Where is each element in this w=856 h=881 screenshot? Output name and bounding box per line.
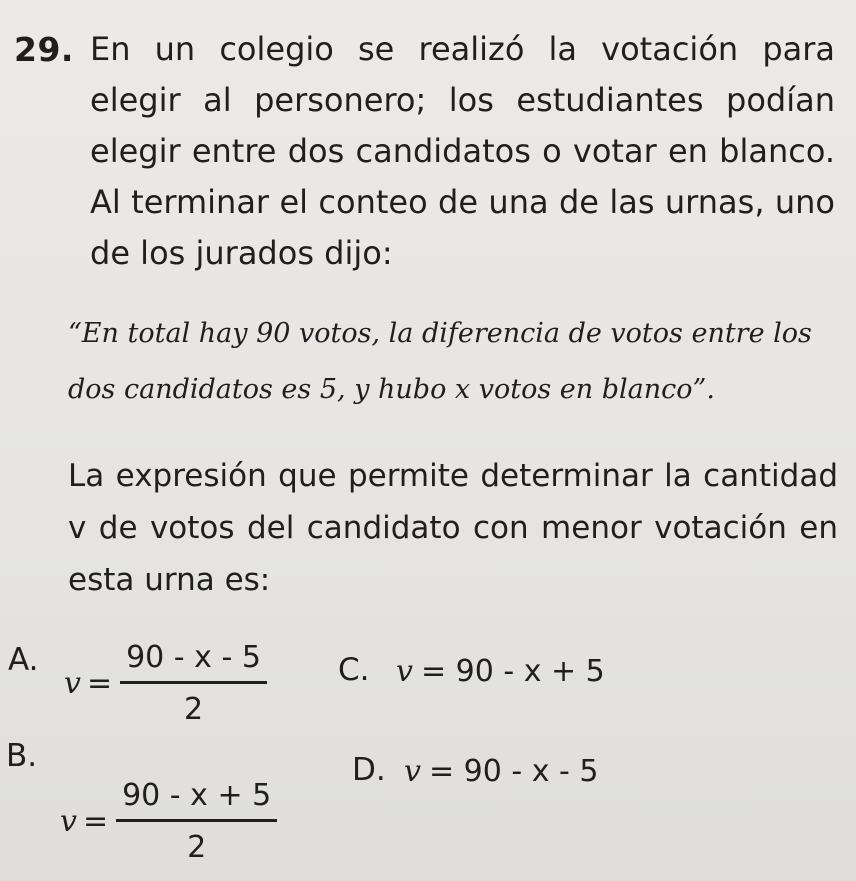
option-a-denominator: 2 xyxy=(183,692,204,727)
question-prompt: La expresión que permite determinar la cantidad v de votos del candidato con menor votación en esta urna es: xyxy=(68,458,838,598)
option-c-variable: v xyxy=(396,654,413,689)
question-intro: En un colegio se realizó la votación para elegir al personero; los estudiantes podían elegir entre dos candidatos o votar en blanco. Al terminar el conteo de una de las urnas, uno de los jurados dijo: xyxy=(90,30,835,272)
option-b-variable: v xyxy=(60,804,77,839)
option-b-fraction xyxy=(116,778,277,865)
juror-quote: “En total hay 90 votos, la diferencia de votos entre los dos candidatos es 5, y hubo x votos en blanco”. xyxy=(68,318,812,405)
question-number: 29. xyxy=(14,30,74,69)
option-a-label: A. xyxy=(8,642,39,678)
option-d-variable: v xyxy=(404,754,421,789)
option-b-label: B. xyxy=(6,738,38,774)
option-c-rhs: = 90 - x + 5 xyxy=(420,654,605,689)
option-d-label: D. xyxy=(352,752,386,788)
option-a-expression xyxy=(64,640,267,727)
option-d-expression xyxy=(404,754,598,789)
option-d-rhs: = 90 - x - 5 xyxy=(428,754,599,789)
option-b-equals: = xyxy=(82,804,109,839)
option-c-expression xyxy=(396,654,605,689)
option-b-denominator: 2 xyxy=(187,830,207,865)
option-b-expression xyxy=(60,778,277,865)
option-a-fraction xyxy=(120,640,267,727)
option-b-numerator: 90 - x + 5 xyxy=(122,778,272,813)
option-a-equals: = xyxy=(86,666,113,701)
option-a-variable: v xyxy=(64,666,81,701)
option-c-label: C. xyxy=(338,652,370,688)
option-a-numerator: 90 - x - 5 xyxy=(126,640,261,675)
